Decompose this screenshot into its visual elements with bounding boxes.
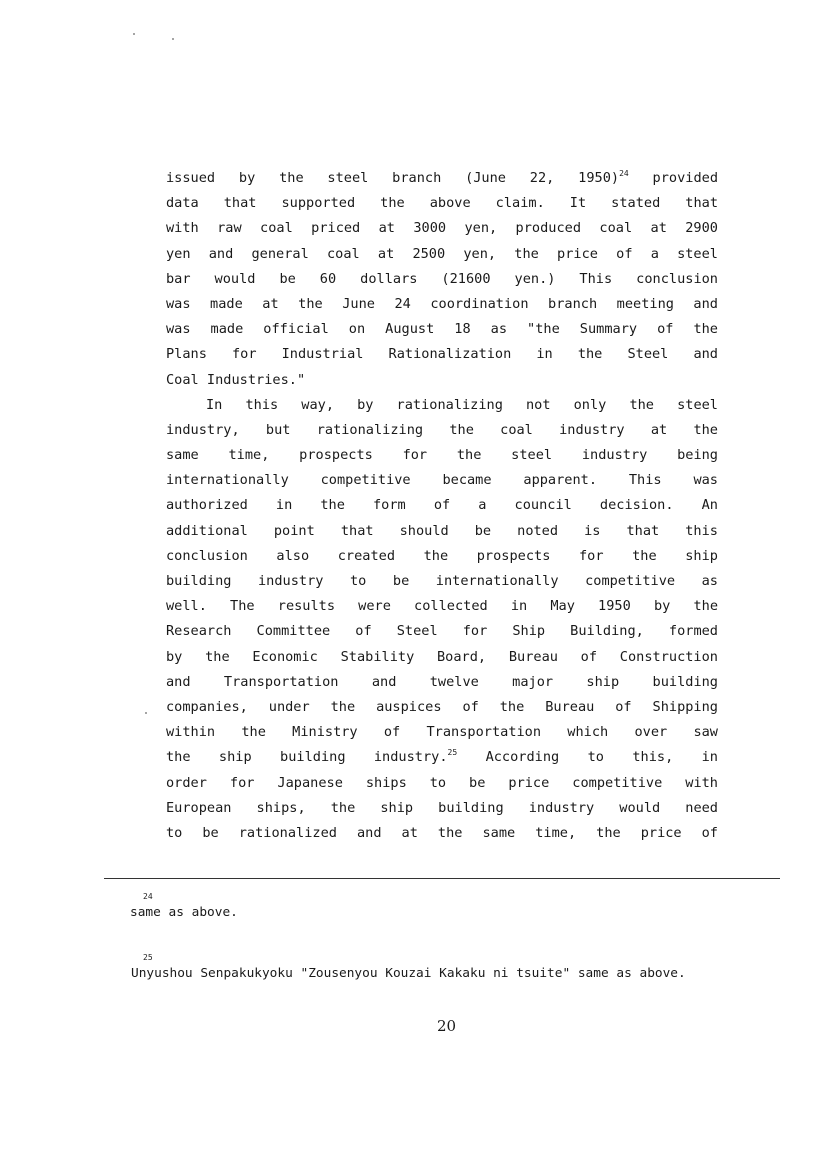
text-line: Research Committee of Steel for Ship Building, formed	[166, 623, 718, 640]
text-line: Coal Industries."	[166, 371, 306, 388]
text-line: was made at the June 24 coordination branch meeting and	[166, 295, 718, 312]
text-line: data that supported the above claim. It stated that	[166, 195, 718, 212]
page-number: 20	[436, 1017, 457, 1035]
text-line: authorized in the form of a council decision. An	[166, 497, 718, 514]
scan-speck	[133, 33, 135, 35]
footnote-ref: 25	[447, 748, 458, 758]
text-line: well. The results were collected in May 1950 by the	[166, 598, 718, 615]
footnote-mark: 24	[143, 892, 153, 901]
text-line: In this way, by rationalizing not only the steel	[206, 396, 718, 413]
scan-speck	[172, 38, 174, 40]
footnote-ref: 24	[619, 169, 629, 178]
footnote-divider	[104, 878, 780, 879]
text-line: order for Japanese ships to be price competitive with	[166, 774, 718, 791]
text-line: bar would be 60 dollars (21600 yen.) This conclusion	[166, 270, 718, 287]
footnote-text: Unyushou Senpakukyoku "Zousenyou Kouzai Kakaku ni tsuite" same as above.	[131, 966, 686, 981]
text-line: internationally competitive became apparent. This was	[166, 472, 718, 489]
footnote-text: same as above.	[130, 905, 238, 920]
text-line: companies, under the auspices of the Bureau of Shipping	[166, 698, 718, 715]
text-line: the ship building industry.$^{25}$ According to this, in	[166, 748, 718, 766]
text-line: additional point that should be noted is that this	[166, 522, 718, 539]
footnote-mark: 25	[143, 953, 153, 962]
text-line: building industry to be internationally competitive as	[166, 573, 718, 589]
text-line: was made official on August 18 as "the Summary of the	[166, 321, 718, 338]
text-line: and Transportation and twelve major ship building	[166, 673, 718, 690]
text-line: issued by the steel branch (June 22, 1950)$^{24}$ provided	[166, 169, 719, 186]
text-line: conclusion also created the prospects for the ship	[166, 547, 718, 564]
text-line: Plans for Industrial Rationalization in the Steel and	[166, 346, 718, 363]
body-text	[166, 166, 718, 846]
text-line: yen and general coal at 2500 yen, the price of a steel	[166, 245, 718, 262]
text-line: same time, prospects for the steel industry being	[166, 447, 718, 464]
scan-speck	[145, 712, 147, 714]
text-line: within the Ministry of Transportation which over saw	[166, 724, 718, 741]
text-line: to be rationalized and at the same time, the price of	[166, 824, 718, 841]
text-line: by the Economic Stability Board, Bureau of Construction	[166, 648, 718, 665]
text-line: with raw coal priced at 3000 yen, produced coal at 2900	[166, 220, 718, 237]
text-line: European ships, the ship building industry would need	[166, 799, 718, 816]
text-line: industry, but rationalizing the coal industry at the	[166, 421, 718, 438]
